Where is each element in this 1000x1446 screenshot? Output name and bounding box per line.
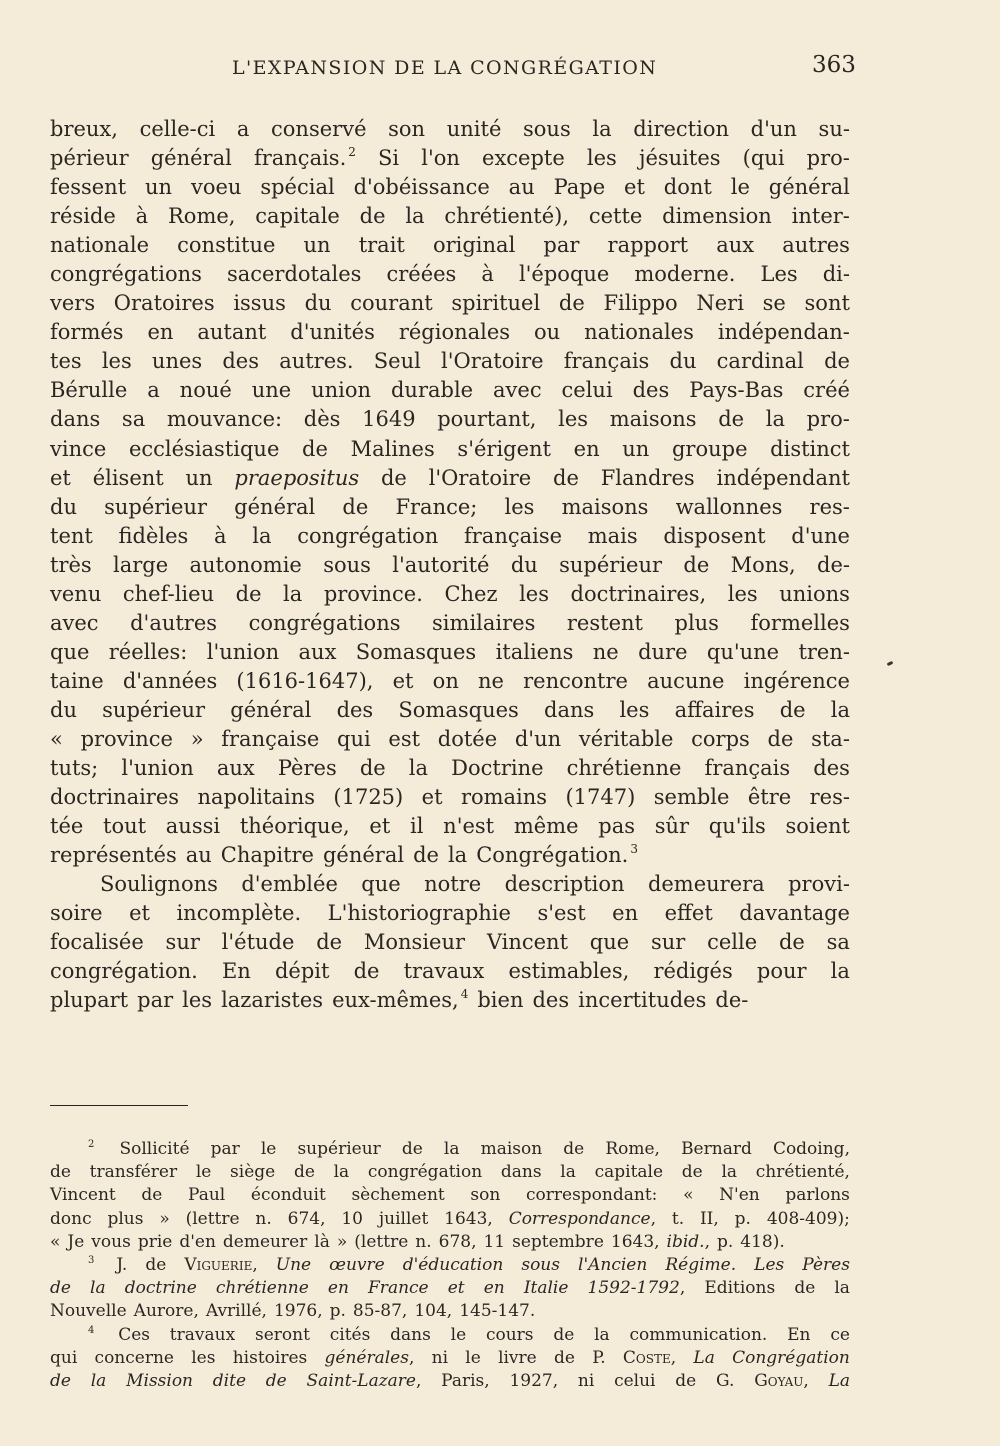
body-line: Soulignons d'emblée que notre description demeurera provi- <box>100 872 850 897</box>
footnote-line: de la doctrine chrétienne en France et en Italie 1592-1792, Editions de la <box>50 1278 850 1299</box>
body-line: avec d'autres congrégations similaires restent plus formelles <box>50 610 850 635</box>
body-line: et élisent un praepositus de l'Oratoire de Flandres indépendant <box>50 465 850 490</box>
ink-speck <box>887 661 894 666</box>
footnotes <box>50 1138 850 1393</box>
body-line: réside à Rome, capitale de la chrétienté), cette dimension inter- <box>50 204 850 229</box>
body-line: congrégation. En dépit de travaux estimables, rédigés pour la <box>50 959 850 984</box>
body-line: venu chef-lieu de la province. Chez les doctrinaires, les unions <box>50 581 850 606</box>
body-line: que réelles: l'union aux Somasques italiens ne dure qu'une tren- <box>50 639 850 664</box>
body-line: tuts; l'union aux Pères de la Doctrine chrétienne français des <box>50 756 850 781</box>
body-line: vince ecclésiastique de Malines s'érigent en un groupe distinct <box>50 436 850 461</box>
running-title: L'EXPANSION DE LA CONGRÉGATION <box>232 57 658 79</box>
body-line: congrégations sacerdotales créées à l'époque moderne. Les di- <box>50 262 850 287</box>
body-text <box>50 115 850 1015</box>
footnote-line: $^2$ Sollicité par le supérieur de la maison de Rome, Bernard Codoing, <box>88 1139 850 1159</box>
footnote-line: Nouvelle Aurore, Avrillé, 1976, p. 85-87, 104, 145-147. <box>50 1301 536 1322</box>
page-number: 363 <box>812 52 856 78</box>
footnote-line: donc plus » (lettre n. 674, 10 juillet 1643, Correspondance, t. II, p. 408-409); <box>50 1208 850 1229</box>
body-line: tent fidèles à la congrégation française mais disposent d'une <box>50 523 850 548</box>
body-line: focalisée sur l'étude de Monsieur Vincent que sur celle de sa <box>50 930 850 955</box>
body-line: nationale constitue un trait original par rapport aux autres <box>50 233 850 258</box>
body-line: tée tout aussi théorique, et il n'est même pas sûr qu'ils soient <box>50 814 850 839</box>
footnote-line: $^3$ J. de Viguerie, Une œuvre d'éducation sous l'Ancien Régime. Les Pères <box>88 1254 850 1275</box>
body-line: fessent un voeu spécial d'obéissance au Pape et dont le général <box>50 175 850 200</box>
body-line: doctrinaires napolitains (1725) et romains (1747) semble être res- <box>50 785 850 810</box>
footnote-line: qui concerne les histoires générales, ni le livre de P. Coste, La Congrégation <box>50 1347 850 1368</box>
body-line: soire et incomplète. L'historiographie s'est en effet davantage <box>50 901 850 926</box>
body-line: vers Oratoires issus du courant spirituel de Filippo Neri se sont <box>50 291 850 316</box>
body-line: « province » française qui est dotée d'un véritable corps de sta- <box>50 726 850 751</box>
body-line: très large autonomie sous l'autorité du supérieur de Mons, de- <box>50 552 850 577</box>
footnote-line: Vincent de Paul éconduit sèchement son correspondant: « N'en parlons <box>50 1185 850 1206</box>
body-line: plupart par les lazaristes eux-mêmes, $^4$ bien des incertitudes de- <box>50 987 749 1013</box>
footnote-line: $^4$ Ces travaux seront cités dans le cours de la communication. En ce <box>88 1324 850 1345</box>
body-line: Bérulle a noué une union durable avec celui des Pays-Bas créé <box>50 378 850 403</box>
body-line: breux, celle-ci a conservé son unité sous la direction d'un su- <box>50 117 850 141</box>
body-line: formés en autant d'unités régionales ou nationales indépendan- <box>50 320 850 345</box>
footnote-line: de la Mission dite de Saint-Lazare, Paris, 1927, ni celui de G. Goyau, La <box>50 1370 850 1391</box>
body-line: représentés au Chapitre général de la Congrégation. $^3$ <box>50 842 638 868</box>
body-line: tes les unes des autres. Seul l'Oratoire français du cardinal de <box>50 349 850 374</box>
body-line: du supérieur général des Somasques dans les affaires de la <box>50 697 850 722</box>
footnote-line: de transférer le siège de la congrégation dans la capitale de la chrétienté, <box>50 1162 850 1183</box>
body-line: périeur général français. $^2$ Si l'on excepte les jésuites (qui pro- <box>50 145 850 171</box>
body-line: taine d'années (1616-1647), et on ne rencontre aucune ingérence <box>50 668 850 693</box>
body-line: dans sa mouvance: dès 1649 pourtant, les maisons de la pro- <box>50 407 850 432</box>
body-line: du supérieur général de France; les maisons wallonnes res- <box>50 494 850 519</box>
footnote-line: « Je vous prie d'en demeurer là » (lettre n. 678, 11 septembre 1643, ibid., p. 418). <box>50 1231 785 1252</box>
footnote-separator <box>50 1105 188 1106</box>
running-header <box>0 52 1000 86</box>
